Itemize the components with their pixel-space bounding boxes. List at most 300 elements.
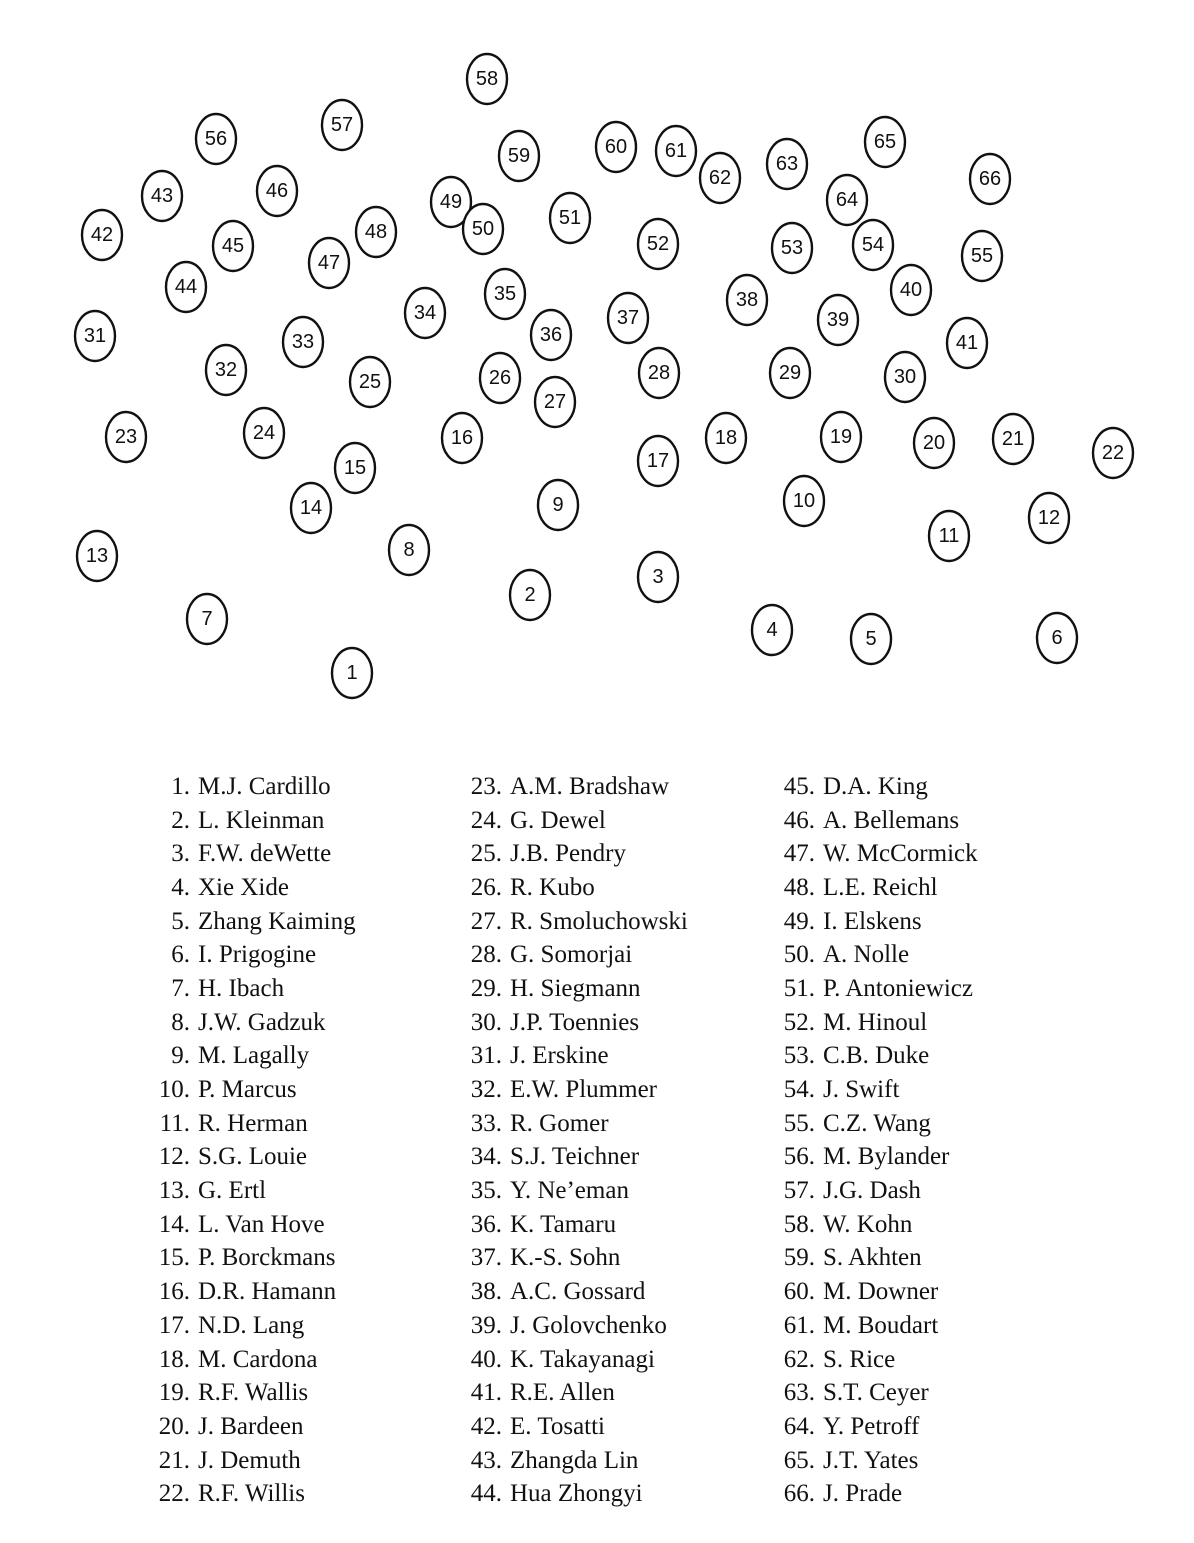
key-marker-number: 12 <box>1037 507 1061 529</box>
key-marker-number: 28 <box>647 362 671 384</box>
entry-name: J. Bardeen <box>198 1412 304 1440</box>
key-marker-60 <box>596 122 636 172</box>
entry-name: A. Bellemans <box>823 806 960 834</box>
entry-number: 25. <box>470 840 502 868</box>
entry-number: 64. <box>783 1412 815 1440</box>
entry-name: W. McCormick <box>823 840 978 868</box>
name-list-entry <box>140 804 356 838</box>
entry-name: P. Antoniewicz <box>823 974 973 1002</box>
key-marker-number: 26 <box>488 367 512 389</box>
key-marker-number: 55 <box>970 245 994 267</box>
entry-number: 11. <box>159 1109 190 1137</box>
key-marker-number: 25 <box>358 371 382 393</box>
key-marker-32 <box>206 345 246 395</box>
key-marker-23 <box>106 412 146 462</box>
key-marker-number: 14 <box>299 497 323 519</box>
entry-name: Y. Petroff <box>823 1412 920 1440</box>
name-list-entry <box>765 1208 978 1242</box>
name-list-entry <box>452 1242 688 1276</box>
key-marker-number: 6 <box>1051 627 1063 649</box>
key-marker-number: 61 <box>664 140 688 162</box>
key-marker-37 <box>608 293 648 343</box>
entry-number: 1. <box>171 772 190 800</box>
entry-name: Y. Ne’eman <box>510 1177 629 1205</box>
name-list-entry <box>140 1343 356 1377</box>
key-marker-42 <box>82 210 122 260</box>
entry-name: A.C. Gossard <box>510 1278 646 1306</box>
entry-number: 55. <box>783 1109 815 1137</box>
entry-name: A.M. Bradshaw <box>510 772 670 800</box>
entry-name: L. Kleinman <box>198 806 325 834</box>
key-marker-65 <box>865 117 905 167</box>
key-marker-41 <box>947 318 987 368</box>
key-marker-number: 19 <box>829 426 853 448</box>
entry-name: L. Van Hove <box>198 1210 325 1238</box>
entry-name: M. Hinoul <box>823 1008 928 1036</box>
entry-number: 17. <box>158 1311 190 1339</box>
name-list-entry <box>452 938 688 972</box>
key-marker-number: 34 <box>413 302 437 324</box>
entry-number: 15. <box>158 1244 190 1272</box>
entry-name: W. Kohn <box>823 1210 913 1238</box>
key-marker-19 <box>821 412 861 462</box>
name-list-entry <box>452 1376 688 1410</box>
key-marker-7 <box>187 594 227 644</box>
entry-name: K.-S. Sohn <box>510 1244 621 1272</box>
key-marker-number: 11 <box>938 525 960 547</box>
entry-name: F.W. deWette <box>198 840 332 868</box>
key-marker-number: 29 <box>778 362 802 384</box>
entry-name: R.E. Allen <box>510 1379 615 1407</box>
name-list-entry <box>452 1410 688 1444</box>
key-marker-21 <box>993 414 1033 464</box>
entry-name: I. Elskens <box>823 907 922 935</box>
key-marker-number: 5 <box>865 628 877 650</box>
name-list-entry <box>765 1275 978 1309</box>
entry-name: R. Herman <box>198 1109 308 1137</box>
entry-number: 2. <box>171 806 190 834</box>
entry-name: J. Demuth <box>198 1446 301 1474</box>
entry-number: 65. <box>783 1446 815 1474</box>
key-marker-27 <box>535 377 575 427</box>
key-marker-29 <box>770 348 810 398</box>
key-marker-31 <box>75 311 115 361</box>
name-list-column-2 <box>452 770 688 1511</box>
name-list-entry <box>140 1275 356 1309</box>
entry-number: 23. <box>470 772 502 800</box>
entry-number: 24. <box>470 806 502 834</box>
key-marker-number: 32 <box>214 359 238 381</box>
key-marker-40 <box>891 265 931 315</box>
key-marker-61 <box>656 126 696 176</box>
entry-name: N.D. Lang <box>198 1311 305 1339</box>
key-marker-number: 42 <box>90 224 114 246</box>
key-marker-4 <box>752 605 792 655</box>
entry-number: 35. <box>470 1177 502 1205</box>
key-marker-15 <box>335 443 375 493</box>
name-list-entry <box>452 1444 688 1478</box>
name-list-entry <box>765 1073 978 1107</box>
key-marker-39 <box>818 295 858 345</box>
key-marker-10 <box>784 476 824 526</box>
name-list-entry <box>452 1309 688 1343</box>
key-marker-30 <box>885 352 925 402</box>
entry-number: 45. <box>783 772 815 800</box>
key-marker-14 <box>291 483 331 533</box>
entry-number: 47. <box>783 840 815 868</box>
name-list-entry <box>140 1309 356 1343</box>
entry-name: S.G. Louie <box>198 1143 308 1171</box>
key-marker-number: 22 <box>1101 442 1125 464</box>
entry-name: R.F. Willis <box>198 1480 305 1508</box>
entry-name: S. Rice <box>823 1345 896 1373</box>
name-list-entry <box>452 905 688 939</box>
entry-number: 54. <box>783 1076 815 1104</box>
entry-number: 57. <box>783 1177 815 1205</box>
name-list-entry <box>452 1275 688 1309</box>
name-list-entry <box>765 1376 978 1410</box>
entry-number: 7. <box>171 974 190 1002</box>
entry-number: 28. <box>470 941 502 969</box>
entry-name: G. Dewel <box>510 806 606 834</box>
name-list-entry <box>140 1073 356 1107</box>
entry-name: R. Gomer <box>510 1109 609 1137</box>
entry-name: M. Downer <box>823 1278 939 1306</box>
entry-number: 34. <box>470 1143 502 1171</box>
entry-name: H. Siegmann <box>510 974 641 1002</box>
key-marker-1 <box>332 648 372 698</box>
key-marker-number: 37 <box>616 307 640 329</box>
entry-name: C.Z. Wang <box>823 1109 931 1137</box>
entry-number: 63. <box>783 1379 815 1407</box>
key-marker-24 <box>244 408 284 458</box>
name-list-entry <box>140 1040 356 1074</box>
entry-name: J.B. Pendry <box>510 840 626 868</box>
entry-name: G. Ertl <box>198 1177 267 1205</box>
name-list-entry <box>765 1444 978 1478</box>
entry-name: J.G. Dash <box>823 1177 921 1205</box>
key-marker-number: 39 <box>826 309 850 331</box>
name-list-entry <box>140 770 356 804</box>
entry-name: G. Somorjai <box>510 941 633 969</box>
key-marker-number: 49 <box>439 191 463 213</box>
entry-number: 56. <box>783 1143 815 1171</box>
entry-number: 62. <box>783 1345 815 1373</box>
key-marker-number: 36 <box>539 324 563 346</box>
key-marker-number: 31 <box>83 325 107 347</box>
name-list-entry <box>452 1141 688 1175</box>
entry-number: 5. <box>171 907 190 935</box>
entry-number: 60. <box>783 1278 815 1306</box>
entry-number: 58. <box>783 1210 815 1238</box>
entry-name: J. Swift <box>823 1076 900 1104</box>
key-marker-33 <box>283 317 323 367</box>
entry-number: 42. <box>470 1412 502 1440</box>
key-marker-number: 46 <box>265 180 289 202</box>
entry-name: J.P. Toennies <box>510 1008 640 1036</box>
key-marker-number: 20 <box>922 432 946 454</box>
entry-name: K. Tamaru <box>510 1210 617 1238</box>
name-list-entry <box>140 837 356 871</box>
entry-name: P. Borckmans <box>198 1244 336 1272</box>
name-list-entry <box>765 938 978 972</box>
name-list-entry <box>140 938 356 972</box>
entry-number: 66. <box>783 1480 815 1508</box>
entry-name: Hua Zhongyi <box>510 1480 643 1508</box>
key-marker-57 <box>322 100 362 150</box>
key-marker-number: 45 <box>221 235 245 257</box>
key-marker-number: 8 <box>403 539 415 561</box>
key-marker-48 <box>356 207 396 257</box>
entry-number: 26. <box>470 873 502 901</box>
entry-number: 61. <box>783 1311 815 1339</box>
name-list-entry <box>765 1309 978 1343</box>
entry-number: 6. <box>171 941 190 969</box>
entry-number: 44. <box>470 1480 502 1508</box>
entry-number: 4. <box>171 873 190 901</box>
key-marker-number: 30 <box>893 366 917 388</box>
key-marker-2 <box>510 570 550 620</box>
photo-key-diagram <box>0 0 1194 740</box>
entry-number: 48. <box>783 873 815 901</box>
key-marker-number: 7 <box>201 608 213 630</box>
key-marker-number: 27 <box>543 391 567 413</box>
key-marker-number: 17 <box>646 450 670 472</box>
key-marker-number: 62 <box>708 167 732 189</box>
key-marker-number: 56 <box>204 128 228 150</box>
entry-number: 21. <box>158 1446 190 1474</box>
entry-name: M.J. Cardillo <box>198 772 331 800</box>
name-list-entry <box>452 1343 688 1377</box>
key-marker-number: 58 <box>475 68 499 90</box>
name-list-entry <box>140 972 356 1006</box>
key-marker-number: 24 <box>252 422 276 444</box>
key-marker-17 <box>638 436 678 486</box>
key-marker-25 <box>350 357 390 407</box>
name-list-entry <box>765 804 978 838</box>
key-marker-number: 1 <box>346 662 358 684</box>
name-list-entry <box>140 1477 356 1511</box>
key-marker-number: 60 <box>604 136 628 158</box>
name-list-entry <box>140 1444 356 1478</box>
entry-name: P. Marcus <box>198 1076 297 1104</box>
name-list-entry <box>452 1107 688 1141</box>
entry-name: Zhangda Lin <box>510 1446 639 1474</box>
name-list-entry <box>452 804 688 838</box>
key-marker-47 <box>309 238 349 288</box>
entry-number: 41. <box>470 1379 502 1407</box>
entry-number: 39. <box>470 1311 502 1339</box>
entry-name: M. Cardona <box>198 1345 318 1373</box>
key-marker-number: 33 <box>291 331 315 353</box>
key-marker-number: 15 <box>343 457 367 479</box>
key-marker-34 <box>405 288 445 338</box>
entry-name: K. Takayanagi <box>510 1345 655 1373</box>
entry-name: R.F. Wallis <box>198 1379 309 1407</box>
entry-number: 22. <box>158 1480 190 1508</box>
entry-number: 31. <box>470 1042 502 1070</box>
key-marker-number: 53 <box>780 237 804 259</box>
key-marker-9 <box>538 480 578 530</box>
key-marker-56 <box>196 114 236 164</box>
key-marker-number: 4 <box>766 619 778 641</box>
entry-number: 8. <box>171 1008 190 1036</box>
entry-number: 18. <box>158 1345 190 1373</box>
key-marker-16 <box>442 413 482 463</box>
key-marker-number: 48 <box>364 221 388 243</box>
entry-number: 13. <box>158 1177 190 1205</box>
key-marker-number: 9 <box>552 494 564 516</box>
entry-number: 38. <box>470 1278 502 1306</box>
key-marker-number: 44 <box>174 276 198 298</box>
key-marker-number: 63 <box>775 153 799 175</box>
entry-name: L.E. Reichl <box>823 873 938 901</box>
key-marker-35 <box>485 269 525 319</box>
key-marker-20 <box>914 418 954 468</box>
entry-number: 43. <box>470 1446 502 1474</box>
name-list-entry <box>765 1242 978 1276</box>
key-marker-52 <box>638 219 678 269</box>
key-marker-66 <box>970 154 1010 204</box>
key-marker-64 <box>827 175 867 225</box>
entry-number: 37. <box>470 1244 502 1272</box>
key-marker-13 <box>77 531 117 581</box>
entry-name: S. Akhten <box>823 1244 922 1272</box>
entry-name: M. Boudart <box>823 1311 939 1339</box>
key-marker-58 <box>467 54 507 104</box>
name-list-entry <box>452 770 688 804</box>
entry-number: 49. <box>783 907 815 935</box>
key-marker-number: 3 <box>652 566 664 588</box>
key-marker-number: 18 <box>714 427 738 449</box>
key-marker-3 <box>638 552 678 602</box>
entry-name: H. Ibach <box>198 974 285 1002</box>
key-marker-28 <box>639 348 679 398</box>
entry-name: C.B. Duke <box>823 1042 930 1070</box>
name-list-entry <box>140 905 356 939</box>
entry-name: D.R. Hamann <box>198 1278 337 1306</box>
name-list-entry <box>452 972 688 1006</box>
key-marker-number: 23 <box>114 426 138 448</box>
name-list-entry <box>452 1208 688 1242</box>
key-marker-number: 16 <box>450 427 474 449</box>
name-list-entry <box>765 837 978 871</box>
key-marker-22 <box>1093 428 1133 478</box>
key-marker-number: 38 <box>735 289 759 311</box>
entry-number: 32. <box>470 1076 502 1104</box>
key-marker-number: 59 <box>507 145 531 167</box>
key-marker-18 <box>706 413 746 463</box>
entry-number: 33. <box>470 1109 502 1137</box>
name-list-entry <box>765 1410 978 1444</box>
entry-number: 40. <box>470 1345 502 1373</box>
entry-name: J. Prade <box>823 1480 903 1508</box>
name-list-entry <box>765 905 978 939</box>
entry-name: E. Tosatti <box>510 1412 606 1440</box>
name-list-entry <box>452 1073 688 1107</box>
key-marker-number: 2 <box>524 584 536 606</box>
key-marker-54 <box>853 220 893 270</box>
name-list-entry <box>452 871 688 905</box>
name-list-entry <box>140 1174 356 1208</box>
key-marker-number: 65 <box>873 131 897 153</box>
name-list-entry <box>765 770 978 804</box>
entry-name: J. Erskine <box>510 1042 609 1070</box>
entry-number: 52. <box>783 1008 815 1036</box>
key-marker-number: 21 <box>1001 428 1025 450</box>
entry-name: J.W. Gadzuk <box>198 1008 326 1036</box>
key-marker-number: 35 <box>493 283 517 305</box>
entry-name: J.T. Yates <box>823 1446 919 1474</box>
key-marker-5 <box>851 614 891 664</box>
entry-number: 36. <box>470 1210 502 1238</box>
name-list-entry <box>452 1006 688 1040</box>
entry-number: 14. <box>158 1210 190 1238</box>
name-list-column-1 <box>140 770 356 1511</box>
entry-number: 53. <box>783 1042 815 1070</box>
entry-name: E.W. Plummer <box>510 1076 657 1104</box>
entry-name: R. Kubo <box>510 873 595 901</box>
entry-name: A. Nolle <box>823 941 910 969</box>
entry-number: 20. <box>158 1412 190 1440</box>
name-list-entry <box>452 1477 688 1511</box>
entry-number: 16. <box>158 1278 190 1306</box>
key-marker-number: 41 <box>955 332 979 354</box>
entry-number: 10. <box>158 1076 190 1104</box>
key-marker-55 <box>962 231 1002 281</box>
entry-number: 29. <box>470 974 502 1002</box>
entry-name: J. Golovchenko <box>510 1311 667 1339</box>
key-marker-45 <box>213 221 253 271</box>
entry-name: Zhang Kaiming <box>198 907 356 935</box>
entry-number: 50. <box>783 941 815 969</box>
name-list-entry <box>140 1208 356 1242</box>
entry-number: 19. <box>158 1379 190 1407</box>
name-list-entry <box>765 1141 978 1175</box>
entry-number: 51. <box>783 974 815 1002</box>
key-marker-number: 47 <box>317 252 341 274</box>
name-list-column-3 <box>765 770 978 1511</box>
name-list-entry <box>140 1141 356 1175</box>
key-marker-number: 66 <box>978 168 1002 190</box>
key-marker-44 <box>166 262 206 312</box>
key-marker-8 <box>389 525 429 575</box>
key-marker-6 <box>1037 613 1077 663</box>
name-list-entry <box>765 871 978 905</box>
key-marker-number: 43 <box>150 185 174 207</box>
key-marker-63 <box>767 139 807 189</box>
key-marker-38 <box>727 275 767 325</box>
key-marker-number: 10 <box>792 490 816 512</box>
key-marker-50 <box>463 204 503 254</box>
entry-number: 3. <box>171 840 190 868</box>
name-list-entry <box>452 1040 688 1074</box>
name-list-entry <box>140 1006 356 1040</box>
key-marker-51 <box>550 193 590 243</box>
key-marker-number: 51 <box>558 207 582 229</box>
key-marker-36 <box>531 310 571 360</box>
name-list-entry <box>765 1107 978 1141</box>
entry-number: 27. <box>470 907 502 935</box>
name-list-entry <box>452 1174 688 1208</box>
entry-name: S.J. Teichner <box>510 1143 640 1171</box>
key-marker-number: 64 <box>835 189 859 211</box>
name-list-entry <box>765 1343 978 1377</box>
entry-name: D.A. King <box>823 772 928 800</box>
name-list-entry <box>765 972 978 1006</box>
entry-name: M. Bylander <box>823 1143 950 1171</box>
name-list-entry <box>765 1006 978 1040</box>
